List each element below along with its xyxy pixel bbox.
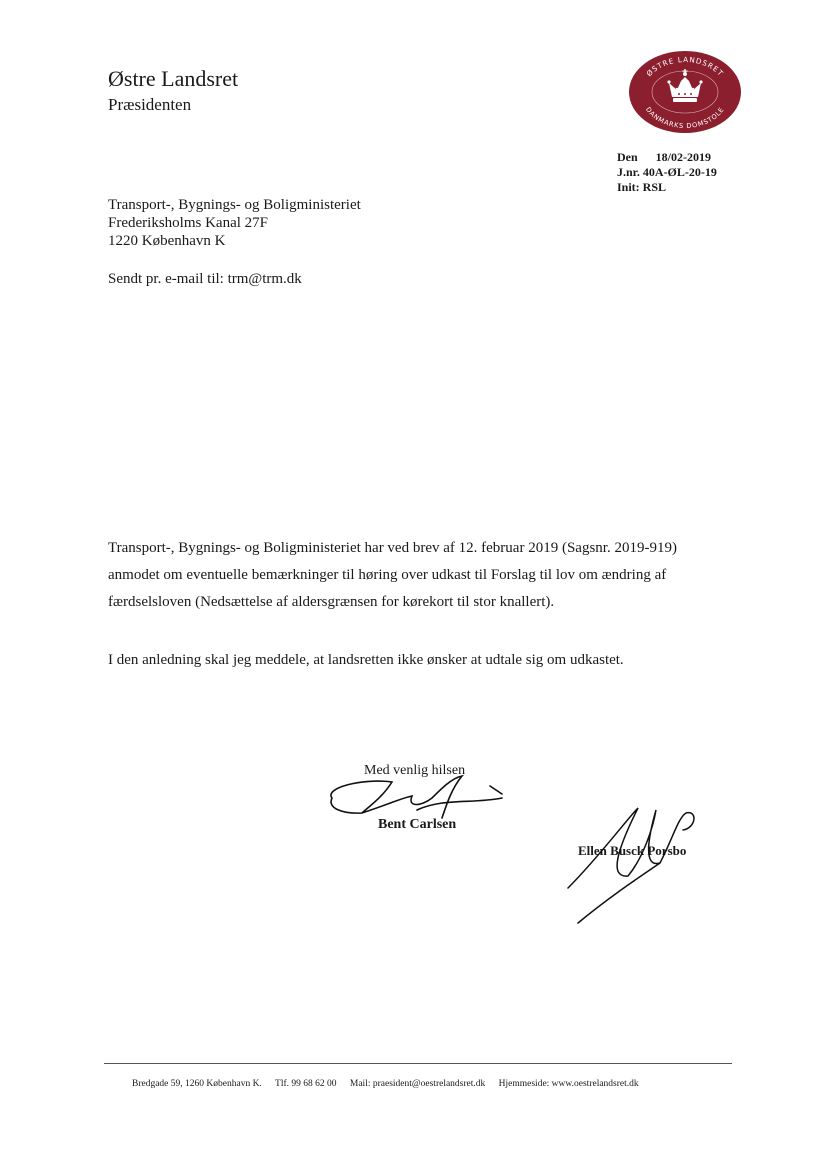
footer-website: Hjemmeside: www.oestrelandsret.dk <box>498 1079 639 1089</box>
footer-address: Bredgade 59, 1260 København K. <box>132 1079 262 1089</box>
court-seal-logo <box>628 50 742 134</box>
recipient-line: Frederiksholms Kanal 27F <box>108 215 268 231</box>
recipient-line: 1220 København K <box>108 233 226 249</box>
seal-bottom-text: DANMARKS DOMSTOLE <box>644 105 726 131</box>
signer-name-1: Bent Carlsen <box>378 817 457 832</box>
court-subtitle: Præsidenten <box>108 95 192 114</box>
initials: Init: RSL <box>617 180 667 194</box>
body-paragraph: Transport-, Bygnings- og Boligministeriet har ved brev af 12. februar 2019 (Sagsnr. 2019-919) anmodet om eventuelle bemærkninger til høring over udkast til Forslag til lov om ændring af færdselsloven (Nedsættelse af aldersgrænsen for kørekort til stor knallert). <box>108 540 677 610</box>
footer <box>132 1078 650 1090</box>
date-label: Den <box>617 150 638 164</box>
court-name: Østre Landsret <box>108 66 239 91</box>
recipient-line: Transport-, Bygnings- og Boligministeriet <box>108 197 361 213</box>
body-paragraph: I den anledning skal jeg meddele, at landsretten ikke ønsker at udtale sig om udkastet. <box>108 652 624 668</box>
sent-by-email-note: Sendt pr. e-mail til: trm@trm.dk <box>108 271 302 287</box>
footer-divider <box>104 1063 732 1064</box>
signature-1 <box>322 768 512 838</box>
seal-top-text: ØSTRE LANDSRET <box>644 54 726 79</box>
recipient-address <box>108 196 361 250</box>
date-value: 18/02-2019 <box>655 150 712 164</box>
letter-metadata <box>617 150 717 195</box>
signer-name-2: Ellen Busck Porsbo <box>578 843 687 858</box>
footer-mail: Mail: praesident@oestrelandsret.dk <box>349 1079 486 1089</box>
closing-greeting: Med venlig hilsen <box>364 763 466 778</box>
journal-number: J.nr. 40A-ØL-20-19 <box>617 165 717 179</box>
footer-phone: Tlf. 99 68 62 00 <box>275 1079 337 1089</box>
signature-2 <box>548 798 708 928</box>
